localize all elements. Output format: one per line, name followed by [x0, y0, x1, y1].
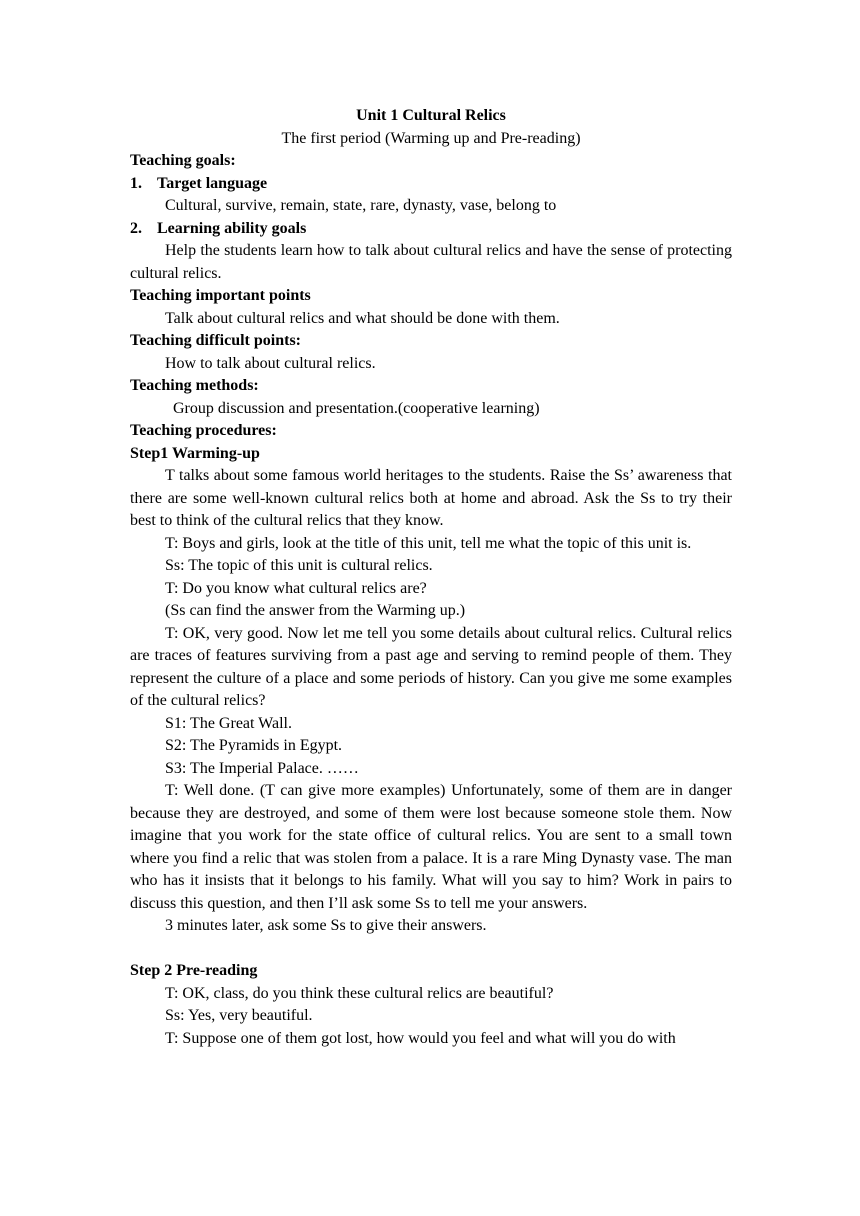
goal-1-text: Cultural, survive, remain, state, rare, dynasty, vase, belong to — [165, 197, 557, 214]
step2-paragraph: Ss: Yes, very beautiful. — [165, 1007, 313, 1024]
step1-paragraph: (Ss can find the answer from the Warming up.) — [165, 602, 466, 619]
goal-2-heading — [130, 218, 732, 241]
procedures-heading: Teaching procedures: — [130, 422, 277, 439]
step1-paragraph: T: OK, very good. Now let me tell you some details about cultural relics. Cultural relics are traces of features surviving from a past age and serving to remind people of them. They represent the culture of a place and some periods of history. Can you give me some examples of the cultural relics? — [130, 624, 732, 709]
step2-paragraph: T: OK, class, do you think these cultural relics are beautiful? — [165, 984, 554, 1002]
difficult-points-heading: Teaching difficult points: — [130, 332, 301, 349]
document-page — [130, 105, 732, 1050]
goal-2-label: Learning ability goals — [157, 219, 307, 237]
step1-paragraph: S1: The Great Wall. — [165, 714, 292, 732]
methods-heading: Teaching methods: — [130, 377, 259, 394]
teaching-goals-heading: Teaching goals: — [130, 152, 236, 169]
step1-paragraph: T: Do you know what cultural relics are? — [165, 579, 427, 597]
goal-2-text: Help the students learn how to talk about cultural relics and have the sense of protecting cultural relics. — [130, 242, 732, 282]
goal-1-number: 1. — [130, 174, 142, 192]
step1-paragraph: S2: The Pyramids in Egypt. — [165, 737, 343, 754]
goal-1-heading — [130, 173, 732, 196]
methods-text: Group discussion and presentation.(cooperative learning) — [173, 399, 540, 417]
step1-paragraph: T: Boys and girls, look at the title of this unit, tell me what the topic of this unit is. — [165, 534, 692, 552]
step2-paragraph: T: Suppose one of them got lost, how would you feel and what will you do with — [165, 1029, 676, 1047]
goal-2-number: 2. — [130, 219, 142, 237]
step1-paragraph: 3 minutes later, ask some Ss to give their answers. — [165, 917, 487, 934]
step1-paragraph: T: Well done. (T can give more examples) Unfortunately, some of them are in danger because they are destroyed, and some of them were lost because someone stole them. Now imagine that you work for the state office of cultural relics. You are sent to a small town where you find a relic that was stolen from a palace. It is a rare Ming Dynasty vase. The man who has it insists that it belongs to his family. What will you say to him? Work in pairs to discuss this question, and then I’ll ask some Ss to tell me your answers. — [130, 782, 732, 912]
document-title: Unit 1 Cultural Relics — [356, 107, 506, 124]
step1-paragraph: Ss: The topic of this unit is cultural relics. — [165, 557, 433, 574]
important-points-text: Talk about cultural relics and what should be done with them. — [165, 309, 560, 327]
document-subtitle: The first period (Warming up and Pre-reading) — [281, 129, 581, 147]
blank-line — [130, 938, 732, 961]
step2-heading: Step 2 Pre-reading — [130, 962, 258, 979]
important-points-heading: Teaching important points — [130, 287, 311, 304]
step1-heading: Step1 Warming-up — [130, 444, 260, 462]
step1-paragraph: S3: The Imperial Palace. …… — [165, 759, 359, 777]
goal-1-label: Target language — [157, 174, 268, 192]
step1-paragraph: T talks about some famous world heritages to the students. Raise the Ss’ awareness that there are some well-known cultural relics both at home and abroad. Ask the Ss to try their best to think of the cultural relics that they know. — [130, 467, 732, 529]
difficult-points-text: How to talk about cultural relics. — [165, 354, 376, 372]
